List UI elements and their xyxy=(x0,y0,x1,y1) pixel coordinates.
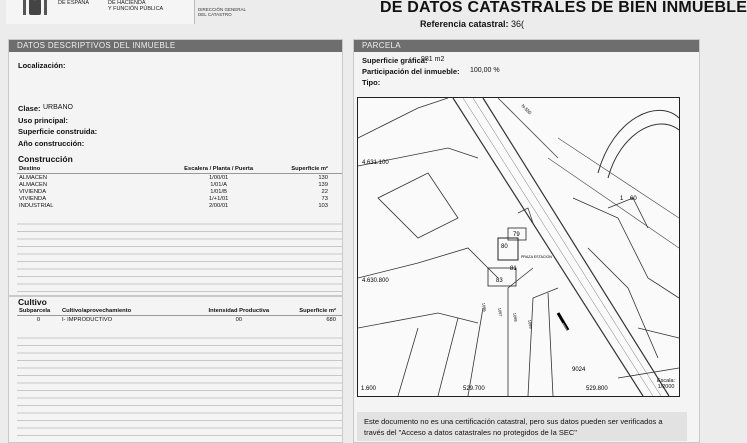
location-label: Localización: xyxy=(18,61,66,70)
scale-value: 1/2000 xyxy=(657,384,675,390)
table-cell: 130 xyxy=(318,174,328,181)
parcel-number: 9024 xyxy=(572,367,586,373)
table-cell: 680 xyxy=(326,316,336,323)
table-cell: 1/01/B xyxy=(210,188,227,195)
column-header: Escalera / Planta / Puerta xyxy=(171,165,265,174)
government-name xyxy=(58,0,89,6)
cadastral-map[interactable] xyxy=(357,97,680,397)
map-coordinate: 4.630.800 xyxy=(362,278,389,284)
column-header: Cultivo/aprovechamiento xyxy=(60,307,196,316)
parcel-number: 1 xyxy=(620,196,624,202)
graphic-area-label: Superficie gráfica: xyxy=(362,56,428,65)
map-drawing xyxy=(358,98,679,396)
type-label: Tipo: xyxy=(362,78,381,87)
cultivation-section-title: Cultivo xyxy=(18,297,47,307)
map-coordinate: 1.600 xyxy=(361,386,377,392)
construction-table-header xyxy=(17,165,342,174)
parcel-number: 60 xyxy=(630,196,637,202)
table-cell: 22 xyxy=(321,188,328,195)
construction-section-title: Construcción xyxy=(18,154,73,164)
directorate-line-2: DEL CATASTRO xyxy=(198,12,232,17)
table-cell: ALMACEN xyxy=(19,174,48,181)
map-coordinate: 529.800 xyxy=(586,386,608,392)
table-row xyxy=(17,195,342,202)
column-header: Destino xyxy=(17,165,171,174)
column-header: Superficie m² xyxy=(282,307,342,316)
map-scale xyxy=(657,378,675,390)
construction-table xyxy=(17,165,342,209)
directorate-name xyxy=(198,7,246,17)
built-area-label: Superficie construida: xyxy=(18,127,98,136)
cadastral-reference-label: Referencia catastral: xyxy=(420,19,509,29)
table-cell: ALMACEN xyxy=(19,181,48,188)
table-cell: 2/00/01 xyxy=(208,202,229,209)
table-cell: 00 xyxy=(235,316,243,323)
table-cell: 1/01/A xyxy=(210,181,227,188)
cadastral-reference-value: 36( xyxy=(511,19,525,29)
cultivation-table-header xyxy=(17,307,342,316)
graphic-area-value: 981 m2 xyxy=(421,56,445,63)
cultivation-table xyxy=(17,307,342,323)
parcel-number: 1096 xyxy=(481,302,488,312)
table-row xyxy=(17,188,342,195)
table-row xyxy=(17,202,342,209)
parcel-number: 1097 xyxy=(497,307,504,317)
participation-label: Participación del inmueble: xyxy=(362,67,460,76)
participation-value: 100,00 % xyxy=(470,67,500,74)
ministry-line-3: Y FUNCIÓN PÚBLICA xyxy=(108,6,164,12)
column-header: Subparcela xyxy=(17,307,60,316)
column-header: Superficie m² xyxy=(266,165,342,174)
parcel-number: 81 xyxy=(510,266,517,272)
place-name: PRAZA ESTACION xyxy=(521,255,552,259)
class-label: Clase: xyxy=(18,104,41,113)
table-row xyxy=(17,181,342,188)
table-cell: 73 xyxy=(321,195,328,202)
table-cell: 1/00/01 xyxy=(208,174,229,181)
table-cell: VIVIENDA xyxy=(19,195,47,202)
ministry-name xyxy=(108,0,163,12)
directorate-line-1: DIRECCIÓN GENERAL xyxy=(198,7,247,12)
class-value: URBANO xyxy=(43,104,73,111)
table-cell: 103 xyxy=(318,202,328,209)
table-cell: INDUSTRIAL xyxy=(19,202,54,209)
ministry-line-2: DE HACIENDA xyxy=(108,0,146,6)
notice-line-2: través del "Acceso a datos catastrales no protegidos de la SEC" xyxy=(364,428,577,437)
construction-year-label: Año construcción: xyxy=(18,139,85,148)
parcel-number: 1099 xyxy=(527,319,534,329)
parcel-number: 1098 xyxy=(512,312,519,322)
cultivation-panel xyxy=(8,296,343,443)
cultivation-empty-rows xyxy=(17,331,342,439)
document-title: DE DATOS CATASTRALES DE BIEN INMUEBLE xyxy=(380,0,747,16)
coat-of-arms-icon xyxy=(18,0,52,19)
road-label: N-550 xyxy=(520,103,533,116)
gov-line-2: DE ESPAÑA xyxy=(58,0,90,6)
notice-line-1: Este documento no es una certificación catastral, pero sus datos pueden ser verificados a xyxy=(364,417,663,426)
column-header: Intensidad Productiva xyxy=(195,307,282,316)
property-details-heading: DATOS DESCRIPTIVOS DEL INMUEBLE xyxy=(9,40,342,52)
parcel-number: 80 xyxy=(501,244,508,250)
table-row xyxy=(17,316,342,324)
table-cell: I- IMPRODUCTIVO xyxy=(61,316,113,323)
parcel-number: 83 xyxy=(496,278,503,284)
table-cell: 139 xyxy=(318,181,328,188)
construction-empty-rows xyxy=(17,217,342,293)
government-logo-block xyxy=(6,0,195,24)
table-cell: 1/+1/01 xyxy=(208,195,229,202)
parcel-number: 79 xyxy=(513,232,520,238)
scale-label: Escala: xyxy=(657,378,676,384)
property-details-panel xyxy=(8,39,343,296)
map-coordinate: 529.700 xyxy=(463,386,485,392)
table-cell: VIVIENDA xyxy=(19,188,47,195)
main-use-label: Uso principal: xyxy=(18,116,69,125)
map-coordinate: 4.631.100 xyxy=(362,160,389,166)
table-row xyxy=(17,174,342,182)
table-cell: 0 xyxy=(36,316,41,323)
verification-notice xyxy=(357,412,687,441)
parcel-heading: PARCELA xyxy=(354,40,699,52)
document-header xyxy=(0,0,747,36)
